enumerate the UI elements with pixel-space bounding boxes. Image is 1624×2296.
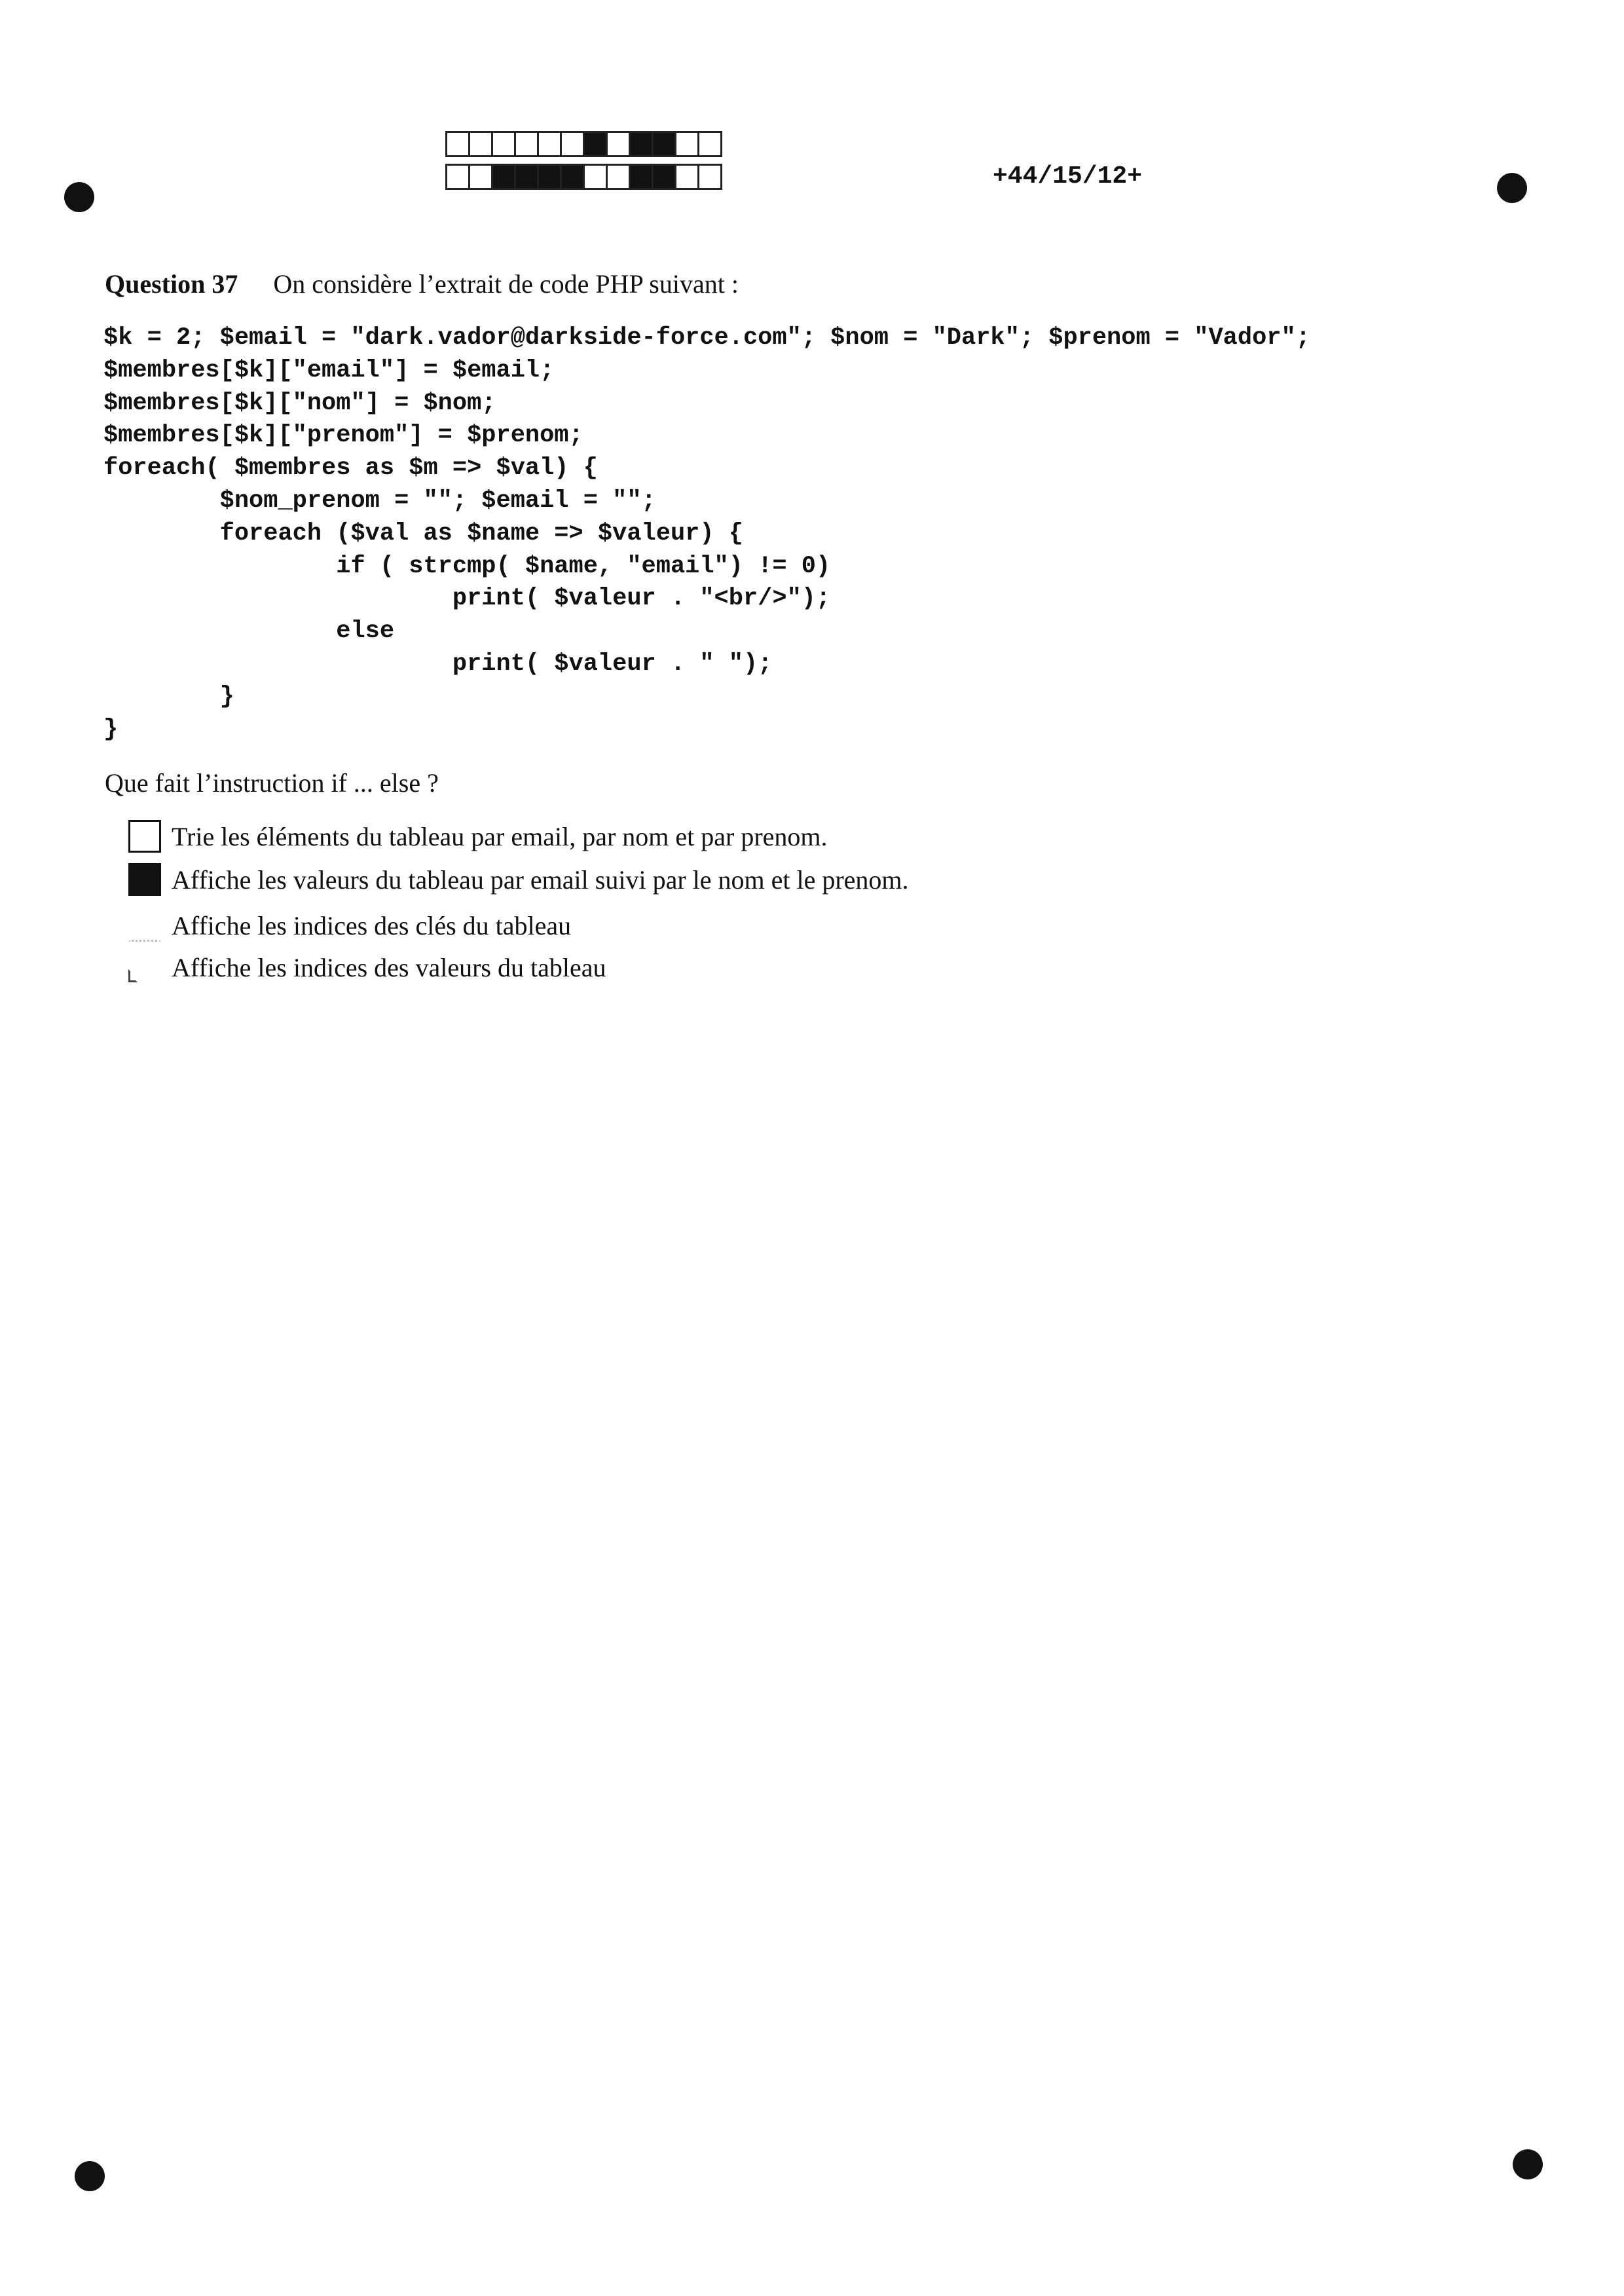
- code-cell-empty: [445, 131, 470, 157]
- answer-choice[interactable]: [128, 863, 909, 896]
- answer-checkbox[interactable]: [128, 820, 161, 853]
- answer-text: Trie les éléments du tableau par email, par nom et par prenom.: [172, 821, 828, 851]
- code-cell-filled: [583, 131, 608, 157]
- page-identifier: +44/15/12+: [993, 162, 1143, 191]
- code-cell-empty: [674, 164, 699, 190]
- answer-text: Affiche les indices des clés du tableau: [172, 910, 572, 940]
- answer-checkbox[interactable]: [128, 969, 138, 982]
- code-cell-empty: [606, 164, 631, 190]
- answer-choice[interactable]: [128, 952, 606, 983]
- code-cell-filled: [491, 164, 516, 190]
- student-code-strip: [445, 131, 720, 157]
- code-cell-empty: [514, 131, 539, 157]
- answer-checkbox[interactable]: [128, 863, 161, 896]
- corner-registration-mark: [64, 182, 94, 212]
- code-cell-empty: [606, 131, 631, 157]
- answer-text: Affiche les valeurs du tableau par email suivi par le nom et le prenom.: [172, 864, 909, 895]
- code-cell-filled: [560, 164, 585, 190]
- code-cell-filled: [629, 131, 654, 157]
- answer-choice[interactable]: [128, 909, 571, 942]
- code-cell-filled: [514, 164, 539, 190]
- code-cell-empty: [583, 164, 608, 190]
- code-cell-empty: [537, 131, 562, 157]
- student-code-strip: [445, 164, 720, 190]
- code-cell-filled: [629, 164, 654, 190]
- code-cell-empty: [491, 131, 516, 157]
- question-label: Question 37: [105, 269, 238, 299]
- question-prompt: Que fait l’instruction if ... else ?: [105, 768, 439, 798]
- code-cell-filled: [652, 131, 676, 157]
- code-cell-empty: [697, 131, 722, 157]
- php-code-snippet: $k = 2; $email = "dark.vador@darkside-force.com"; $nom = "Dark"; $prenom = "Vador"; $membres[$k]["email"] = $email; $membres[$k]["nom"] = $nom; $membres[$k]["prenom"] = $prenom; foreach( $membres as $m => $val) { $nom_prenom = ""; $email = ""; foreach ($val as $name => $valeur) { if ( strcmp( $name, "email") != 0) print( $valeur . "<br/>"); else print( $valeur . " "); } }: [103, 324, 1310, 743]
- corner-registration-mark: [75, 2161, 105, 2191]
- code-cell-empty: [468, 131, 493, 157]
- code-cell-empty: [697, 164, 722, 190]
- code-cell-empty: [445, 164, 470, 190]
- answer-checkbox[interactable]: [128, 909, 161, 942]
- code-cell-empty: [468, 164, 493, 190]
- corner-registration-mark: [1497, 173, 1527, 203]
- answer-choice[interactable]: [128, 820, 828, 853]
- answer-text: Affiche les indices des valeurs du tableau: [172, 953, 606, 982]
- code-cell-empty: [674, 131, 699, 157]
- code-cell-filled: [652, 164, 676, 190]
- question-intro: On considère l’extrait de code PHP suivant :: [273, 269, 739, 299]
- question-header: [105, 268, 739, 299]
- corner-registration-mark: [1513, 2149, 1543, 2179]
- code-cell-empty: [560, 131, 585, 157]
- code-cell-filled: [537, 164, 562, 190]
